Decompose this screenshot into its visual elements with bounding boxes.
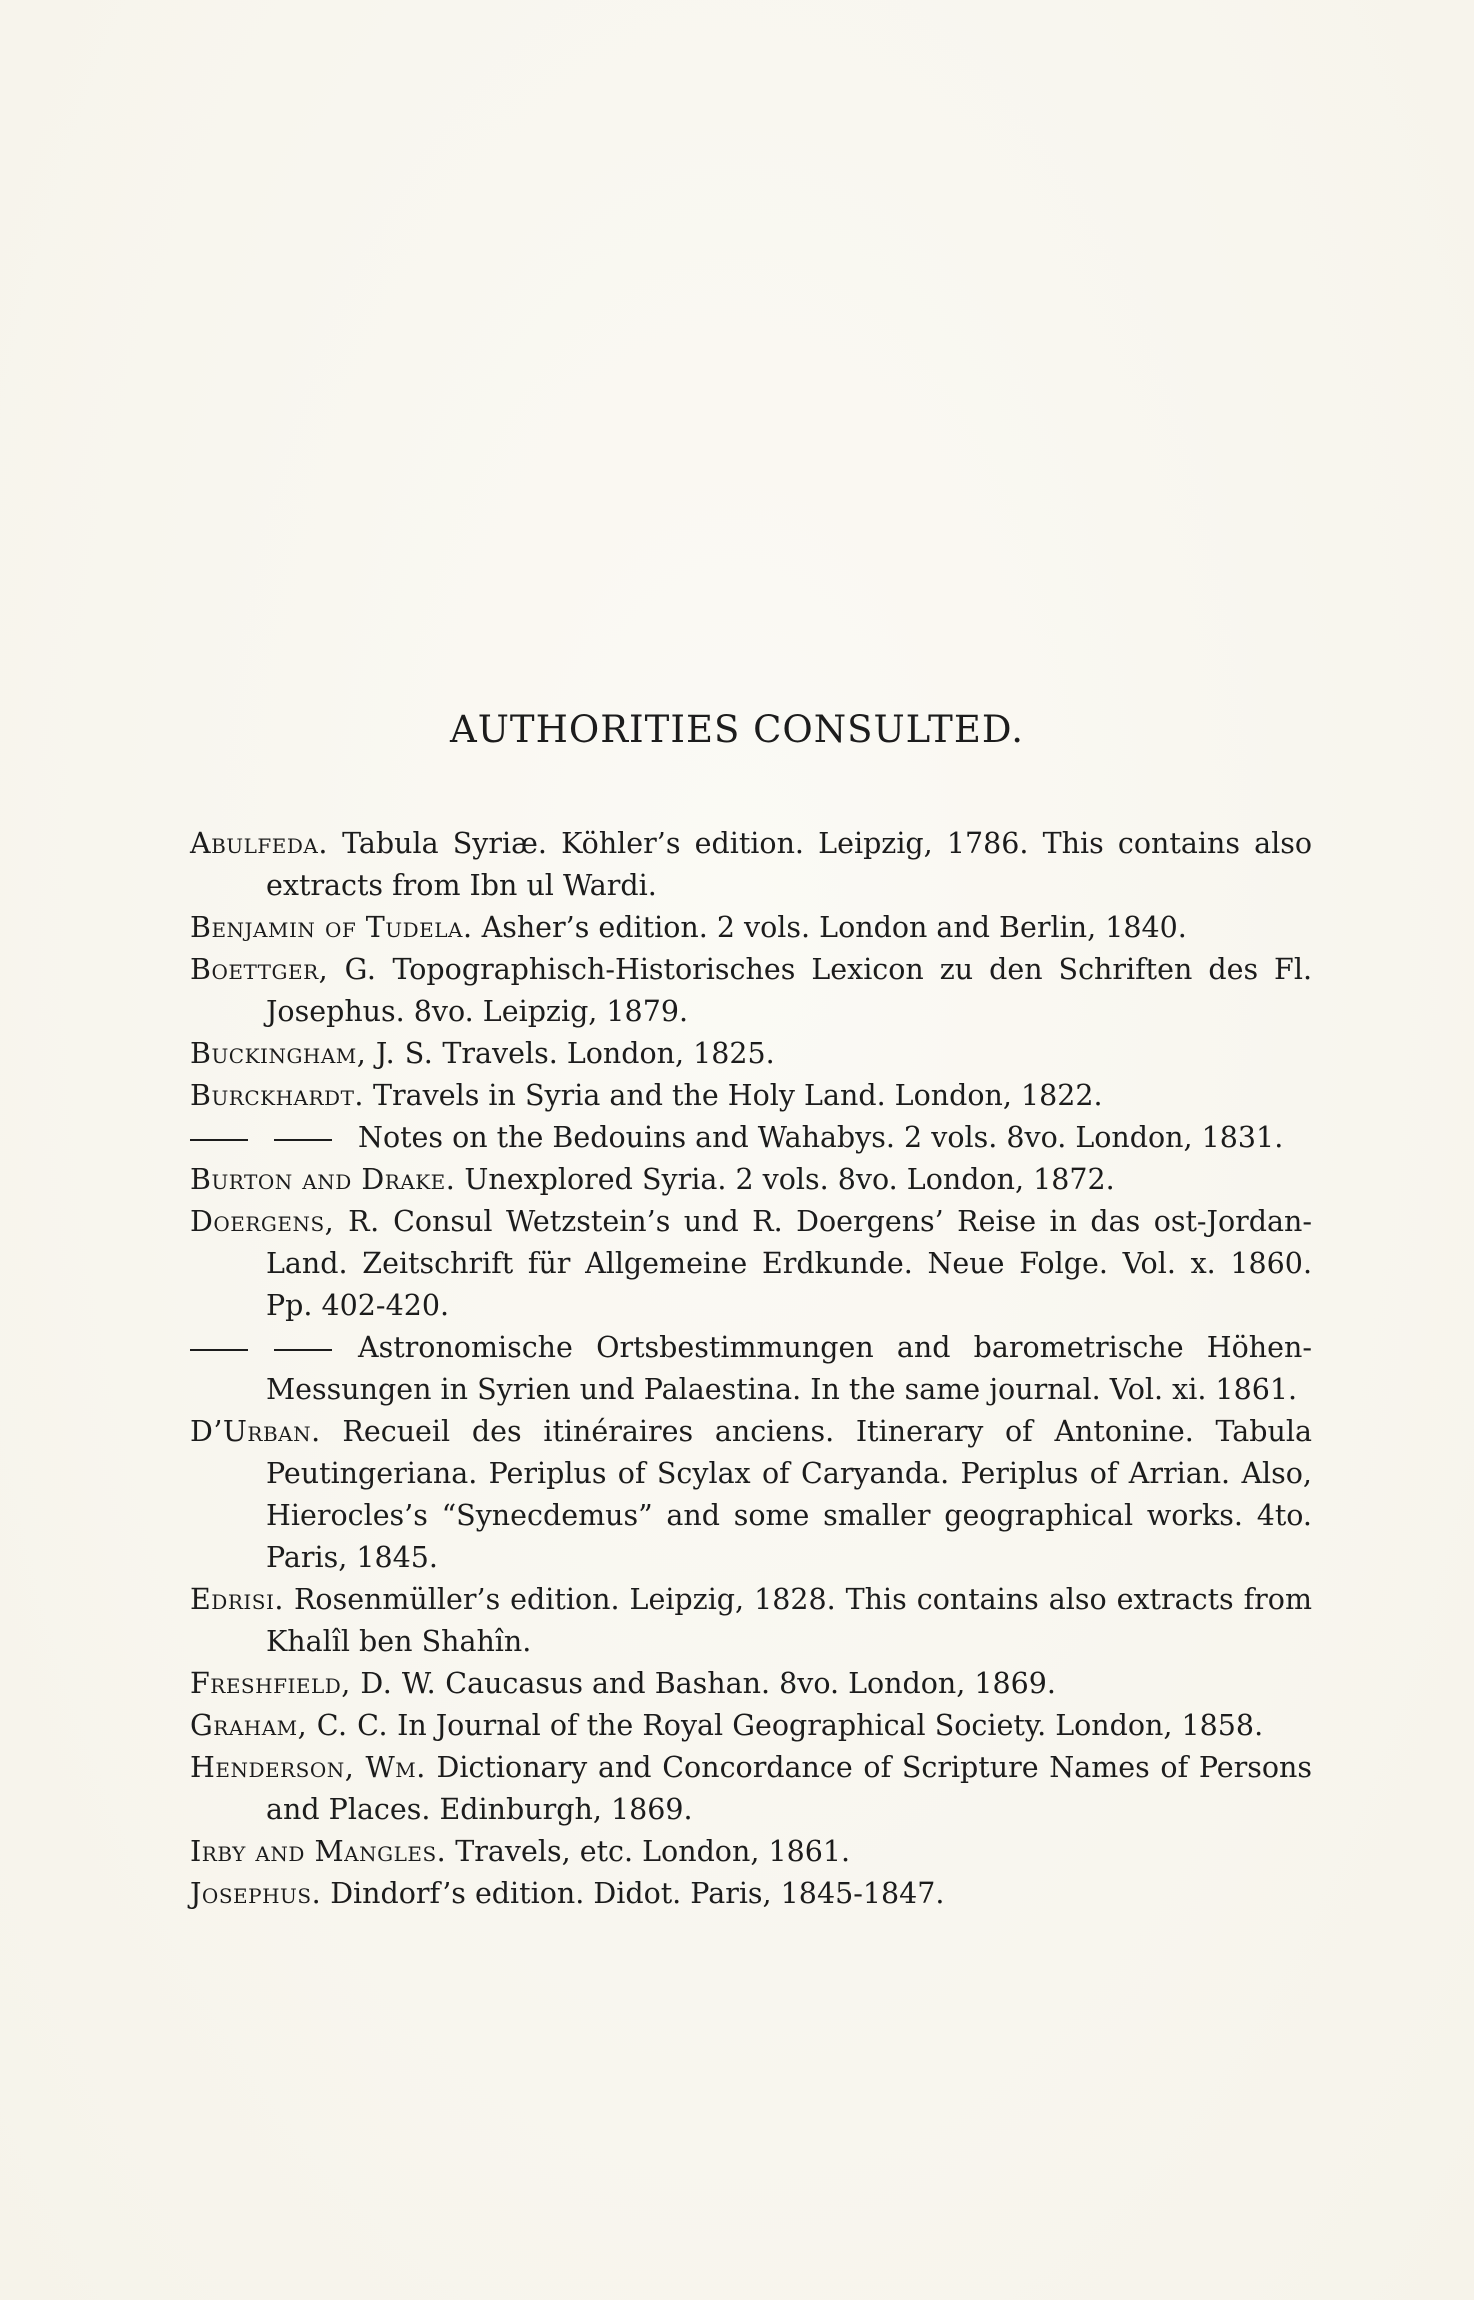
entry-text: Notes on the Bedouins and Wahabys. 2 vols. 8vo. London, 1831.	[358, 1121, 1284, 1154]
ditto-rule	[274, 1349, 332, 1351]
entry-author: Edrisi.	[190, 1583, 284, 1616]
entry-text: Topographisch-Historisches Lexicon zu den Schriften des Fl. Josephus. 8vo. Leipzig, 1879.	[266, 953, 1313, 1028]
entry-author: Abulfeda.	[190, 827, 328, 860]
bibliography-entry	[190, 1579, 1312, 1663]
entry-author: Graham, C. C.	[190, 1709, 389, 1742]
bibliography-entry	[190, 1327, 1312, 1411]
ditto-rule	[190, 1349, 248, 1351]
bibliography-entry	[190, 823, 1312, 907]
entry-author: Doergens, R.	[190, 1205, 380, 1238]
entry-author: Boettger, G.	[190, 953, 377, 986]
bibliography-entry	[190, 1705, 1312, 1747]
entry-text: Rosenmüller’s edition. Leipzig, 1828. This contains also extracts from Khalîl ben Shahîn.	[266, 1583, 1312, 1658]
bibliography-entry	[190, 1201, 1312, 1327]
bibliography-entry	[190, 949, 1312, 1033]
entry-author: Benjamin of Tudela.	[190, 911, 473, 944]
bibliography-list	[190, 823, 1312, 1915]
entry-text: Travels. London, 1825.	[433, 1037, 775, 1070]
entry-text: Tabula Syriæ. Köhler’s edition. Leipzig, 1786. This contains also extracts from Ibn ul Wardi.	[266, 827, 1312, 902]
entry-text: In Journal of the Royal Geographical Society. London, 1858.	[388, 1709, 1264, 1742]
entry-author: Josephus.	[190, 1877, 322, 1910]
entry-text: Dindorf’s edition. Didot. Paris, 1845-1847.	[321, 1877, 945, 1910]
bibliography-entry	[190, 1117, 1312, 1159]
bibliography-entry	[190, 1873, 1312, 1915]
entry-author: Freshfield, D. W.	[190, 1667, 437, 1700]
entry-author: Irby and Mangles.	[190, 1835, 447, 1868]
entry-text: Astronomische Ortsbestimmungen and barometrische Höhen-Messungen in Syrien und Palaestina. In the same journal. Vol. xi. 1861.	[266, 1331, 1312, 1406]
entry-text: Asher’s edition. 2 vols. London and Berlin, 1840.	[472, 911, 1187, 944]
ditto-rule	[274, 1139, 332, 1141]
bibliography-entry	[190, 1663, 1312, 1705]
entry-author: Burckhardt.	[190, 1079, 364, 1112]
entry-text: Caucasus and Bashan. 8vo. London, 1869.	[436, 1667, 1056, 1700]
entry-text: Unexplored Syria. 2 vols. 8vo. London, 1872.	[455, 1163, 1115, 1196]
entry-text: Travels in Syria and the Holy Land. London, 1822.	[363, 1079, 1103, 1112]
bibliography-entry	[190, 1747, 1312, 1831]
page-title: AUTHORITIES CONSULTED.	[450, 708, 1024, 751]
bibliography-entry	[190, 907, 1312, 949]
bibliography-entry	[190, 1033, 1312, 1075]
entry-author: D’Urban.	[190, 1415, 321, 1448]
bibliography-entry	[190, 1831, 1312, 1873]
entry-text: Recueil des itinéraires anciens. Itinerary of Antonine. Tabula Peutingeriana. Periplus of Scylax of Caryanda. Periplus of Arrian. Also, Hierocles’s “Synecdemus” and some smaller geographical works. 4to. Paris, 1845.	[266, 1415, 1312, 1574]
bibliography-entry	[190, 1159, 1312, 1201]
entry-text: Consul Wetzstein’s und R. Doergens’ Reise in das ost-Jordan-Land. Zeitschrift für Allgemeine Erdkunde. Neue Folge. Vol. x. 1860. Pp. 402-420.	[266, 1205, 1312, 1322]
ditto-rule	[190, 1139, 248, 1141]
entry-author: Henderson, Wm.	[190, 1751, 426, 1784]
entry-text: Travels, etc. London, 1861.	[446, 1835, 851, 1868]
entry-text: Dictionary and Concordance of Scripture Names of Persons and Places. Edinburgh, 1869.	[266, 1751, 1312, 1826]
bibliography-entry	[190, 1411, 1312, 1579]
bibliography-entry	[190, 1075, 1312, 1117]
entry-author: Burton and Drake.	[190, 1163, 456, 1196]
entry-author: Buckingham, J. S.	[190, 1037, 434, 1070]
